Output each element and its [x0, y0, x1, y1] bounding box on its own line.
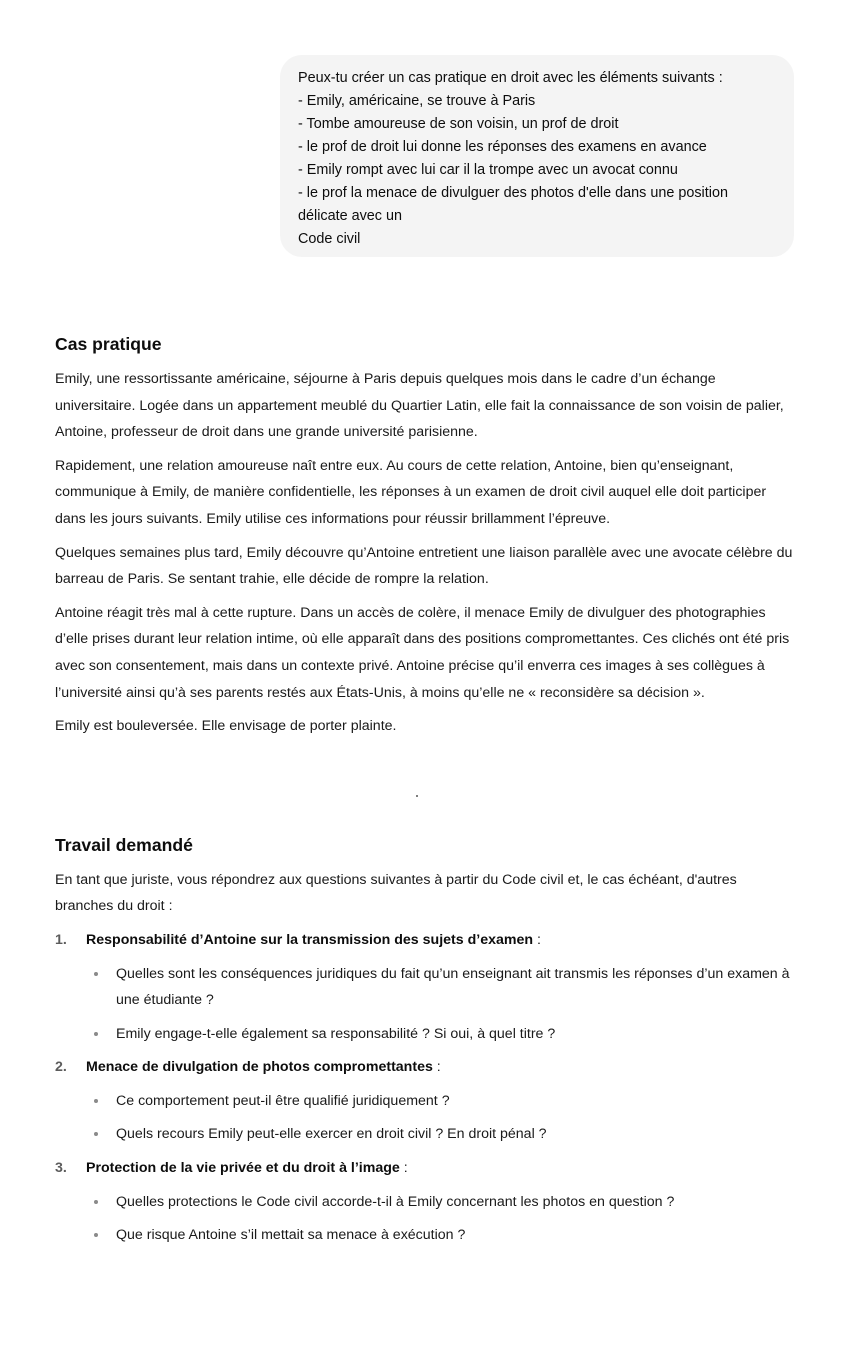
work-intro: En tant que juriste, vous répondrez aux questions suivantes à partir du Code civil et, le cas échéant, d'autres branches du droit :: [55, 871, 737, 915]
sub-questions-list: [86, 1189, 795, 1249]
bullet-icon: [94, 1132, 98, 1136]
case-paragraph: Antoine réagit très mal à cette rupture. Dans un accès de colère, il menace Emily de divulguer des photographies d’elle prises durant leur relation intime, où elle apparaît dans des positions compromettantes. Ces clichés ont été pris avec son consentement, mais dans un contexte privé. Antoine précise qu’il enverra ces images à ses collègues à l’université ainsi qu’à ses parents restés aux États-Unis, à moins qu’elle ne « reconsidère sa décision ».: [55, 604, 790, 701]
question-heading-suffix: :: [533, 931, 541, 948]
bullet-icon: [94, 1032, 98, 1036]
question-heading-text: Protection de la vie privée et du droit à l’image: [86, 1160, 400, 1177]
sub-question-item: [86, 1021, 795, 1048]
question-number: 2.: [55, 1059, 67, 1076]
user-message-line: - le prof de droit lui donne les réponses des examens en avance: [298, 139, 707, 155]
user-message-line: Peux-tu créer un cas pratique en droit avec les éléments suivants :: [298, 70, 723, 86]
question-heading: [86, 1155, 795, 1182]
section-spacer: [55, 747, 795, 833]
questions-list: [55, 927, 795, 1249]
sub-question-text: Quelles protections le Code civil accorde-t-il à Emily concernant les photos en question ?: [116, 1193, 675, 1210]
cursor-dot: [416, 795, 418, 797]
user-message-line: - Emily rompt avec lui car il la trompe avec un avocat connu: [298, 162, 678, 178]
bullet-icon: [94, 1099, 98, 1103]
sub-question-item: [86, 1222, 795, 1249]
sub-question-item: [86, 1088, 795, 1115]
bullet-icon: [94, 1233, 98, 1237]
question-heading: [86, 1054, 795, 1081]
sub-questions-list: [86, 961, 795, 1048]
user-message-line: - Emily, américaine, se trouve à Paris: [298, 93, 536, 109]
sub-question-text: Que risque Antoine s’il mettait sa menace à exécution ?: [116, 1227, 466, 1244]
question-item: [55, 1054, 795, 1148]
sub-question-text: Quelles sont les conséquences juridiques du fait qu’un enseignant ait transmis les réponses d’un examen à une étudiante ?: [116, 965, 790, 1009]
assistant-response: [55, 332, 795, 1256]
sub-question-text: Ce comportement peut-il être qualifié juridiquement ?: [116, 1092, 450, 1109]
user-message-bubble: [280, 55, 794, 257]
case-paragraph: Rapidement, une relation amoureuse naît entre eux. Au cours de cette relation, Antoine, bien qu’enseignant, communique à Emily, de manière confidentielle, les réponses à un examen de droit civil auquel elle doit participer dans les jours suivants. Emily utilise ces informations pour réussir brillamment l’épreuve.: [55, 457, 767, 527]
user-message-line: - Tombe amoureuse de son voisin, un prof de droit: [298, 116, 619, 132]
case-paragraph: Emily, une ressortissante américaine, séjourne à Paris depuis quelques mois dans le cadre d’un échange universitaire. Logée dans un appartement meublé du Quartier Latin, elle fait la connaissance de son voisin de palier, Antoine, professeur de droit dans une grande université parisienne.: [55, 371, 784, 441]
sub-question-item: [86, 1121, 795, 1148]
sub-questions-list: [86, 1088, 795, 1148]
sub-question-item: [86, 961, 795, 1014]
case-paragraph: Emily est bouleversée. Elle envisage de porter plainte.: [55, 718, 397, 735]
user-message-line: délicate avec un: [298, 208, 403, 224]
question-heading-text: Responsabilité d’Antoine sur la transmission des sujets d’examen: [86, 931, 534, 948]
bullet-icon: [94, 972, 98, 976]
user-message-line: - le prof la menace de divulguer des photos d'elle dans une position: [298, 185, 728, 201]
question-item: [55, 1155, 795, 1249]
question-heading-suffix: :: [432, 1059, 441, 1076]
question-heading-suffix: :: [399, 1160, 408, 1177]
sub-question-text: Emily engage-t-elle également sa responsabilité ? Si oui, à quel titre ?: [116, 1025, 556, 1042]
case-title: Cas pratique: [55, 334, 162, 354]
user-message-line: Code civil: [298, 231, 361, 247]
question-item: [55, 927, 795, 1047]
question-heading-text: Menace de divulgation de photos compromettantes: [86, 1059, 433, 1076]
sub-question-text: Quels recours Emily peut-elle exercer en droit civil ? En droit pénal ?: [116, 1126, 547, 1143]
case-paragraph: Quelques semaines plus tard, Emily découvre qu’Antoine entretient une liaison parallèle avec une avocate célèbre du barreau de Paris. Se sentant trahie, elle décide de rompre la relation.: [55, 544, 793, 588]
bullet-icon: [94, 1200, 98, 1204]
work-title: Travail demandé: [55, 834, 193, 855]
sub-question-item: [86, 1189, 795, 1216]
question-number: 3.: [55, 1160, 67, 1177]
question-number: 1.: [55, 931, 67, 948]
question-heading: [86, 927, 795, 954]
